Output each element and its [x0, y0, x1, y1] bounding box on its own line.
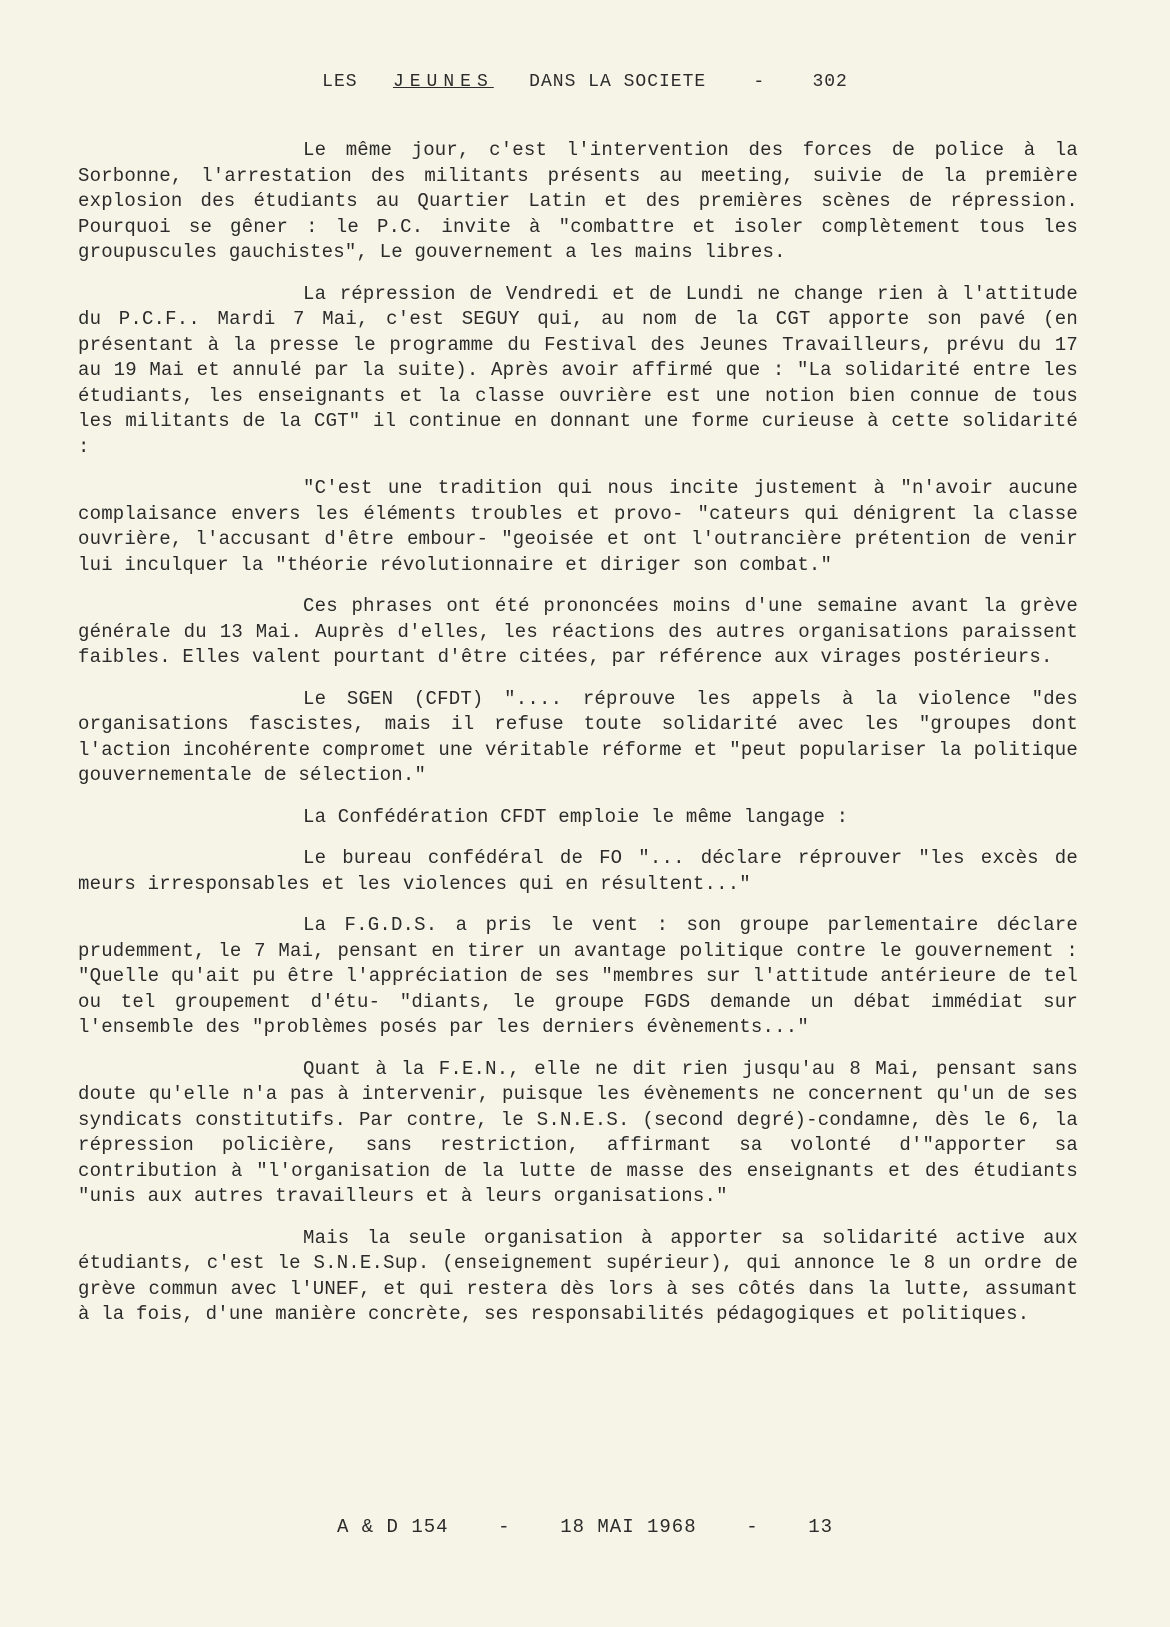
paragraph-sgen: Le SGEN (CFDT) ".... réprouve les appels à la violence "des organisations fascistes, mais il refuse toute solidarité avec les "groupes dont l'action incohérente compromet une véritable réforme et "peut populariser la politique gouvernementale de sélection." [78, 687, 1078, 786]
header-page-number: 302 [812, 72, 848, 92]
footer-separator-1: - [498, 1516, 511, 1538]
paragraph-fen: Quant à la F.E.N., elle ne dit rien jusqu'au 8 Mai, pensant sans doute qu'elle n'a pas à intervenir, puisque les évènements ne concernent qu'un de ses syndicats constitutifs. Par contre, le S.N.E.S. (second degré)-condamne, dès le 6, la répression policière, sans restriction, affirmant sa volonté d'"apporter sa contribution à "l'organisation de la lutte de masse des enseignants et des étudiants "unis aux autres travailleurs et à leurs organisations." [78, 1057, 1078, 1207]
paragraph-1: Le même jour, c'est l'intervention des forces de police à la Sorbonne, l'arrestation des militants présents au meeting, suivie de la première explosion des étudiants au Quartier Latin et des premières scènes de répression. Pourquoi se gêner : le P.C. invite à "combattre et isoler complètement tous les groupuscules gauchistes", Le gouvernement a les mains libres. [78, 139, 1078, 263]
page-footer [0, 1516, 1170, 1538]
paragraph-fo: Le bureau confédéral de FO "... déclare réprouver "les excès de meurs irresponsables et les violences qui en résultent..." [78, 847, 1078, 895]
footer-separator-2: - [746, 1516, 759, 1538]
footer-page: 13 [808, 1516, 834, 1538]
footer-date: 18 MAI 1968 [560, 1516, 697, 1538]
paragraph-2: La répression de Vendredi et de Lundi ne change rien à l'attitude du P.C.F.. Mardi 7 Mai, c'est SEGUY qui, au nom de la CGT apporte son pavé (en présentant à la presse le programme du Festival des Jeunes Travailleurs, prévu du 17 au 19 Mai et annulé par la suite). Après avoir affirmé que : "La solidarité entre les étudiants, les enseignants et la classe ouvrière est une notion bien connue de tous les militants de la CGT" il continue en donnant une forme curieuse à cette solidarité : [78, 282, 1078, 458]
paragraph-snesup: Mais la seule organisation à apporter sa solidarité active aux étudiants, c'est le S.N.E.Sup. (enseignement supérieur), qui annonce le 8 un ordre de grève commun avec l'UNEF, et qui restera dès lors à ses côtés dans la lutte, assumant à la fois, d'une manière concrète, ses responsabilités pédagogiques et politiques. [78, 1226, 1078, 1325]
quotation-block: "C'est une tradition qui nous incite justement à "n'avoir aucune complaisance envers les éléments troubles et provo- "cateurs qui dénigrent la classe ouvrière, l'accusant d'être embour- "geoisée et ont l'outrancière prétention de venir lui inculquer la "théorie révolutionnaire et diriger son combat." [78, 477, 1078, 576]
paragraph-fgds: La F.G.D.S. a pris le vent : son groupe parlementaire déclare prudemment, le 7 Mai, pensant en tirer un avantage politique contre le gouvernement : "Quelle qu'ait pu être l'appréciation de ses "membres sur l'attitude antérieure de tel ou tel groupement d'étu- "diants, le groupe FGDS demande un débat immédiat sur l'ensemble des "problèmes posés par les derniers évènements..." [78, 914, 1078, 1038]
header-left: LES [322, 72, 358, 92]
header-word: JEUNES [392, 72, 494, 92]
body-text [78, 138, 1078, 1344]
paragraph-3: Ces phrases ont été prononcées moins d'une semaine avant la grève générale du 13 Mai. Auprès d'elles, les réactions des autres organisations paraissent faibles. Elles valent pourtant d'être citées, par référence aux virages postérieurs. [78, 595, 1078, 668]
header-right: DANS LA SOCIETE [529, 72, 707, 92]
running-header [0, 72, 1170, 92]
header-separator: - [753, 72, 766, 92]
paragraph-cfdt: La Confédération CFDT emploie le même langage : [303, 805, 849, 828]
footer-publication: A & D 154 [336, 1516, 449, 1538]
